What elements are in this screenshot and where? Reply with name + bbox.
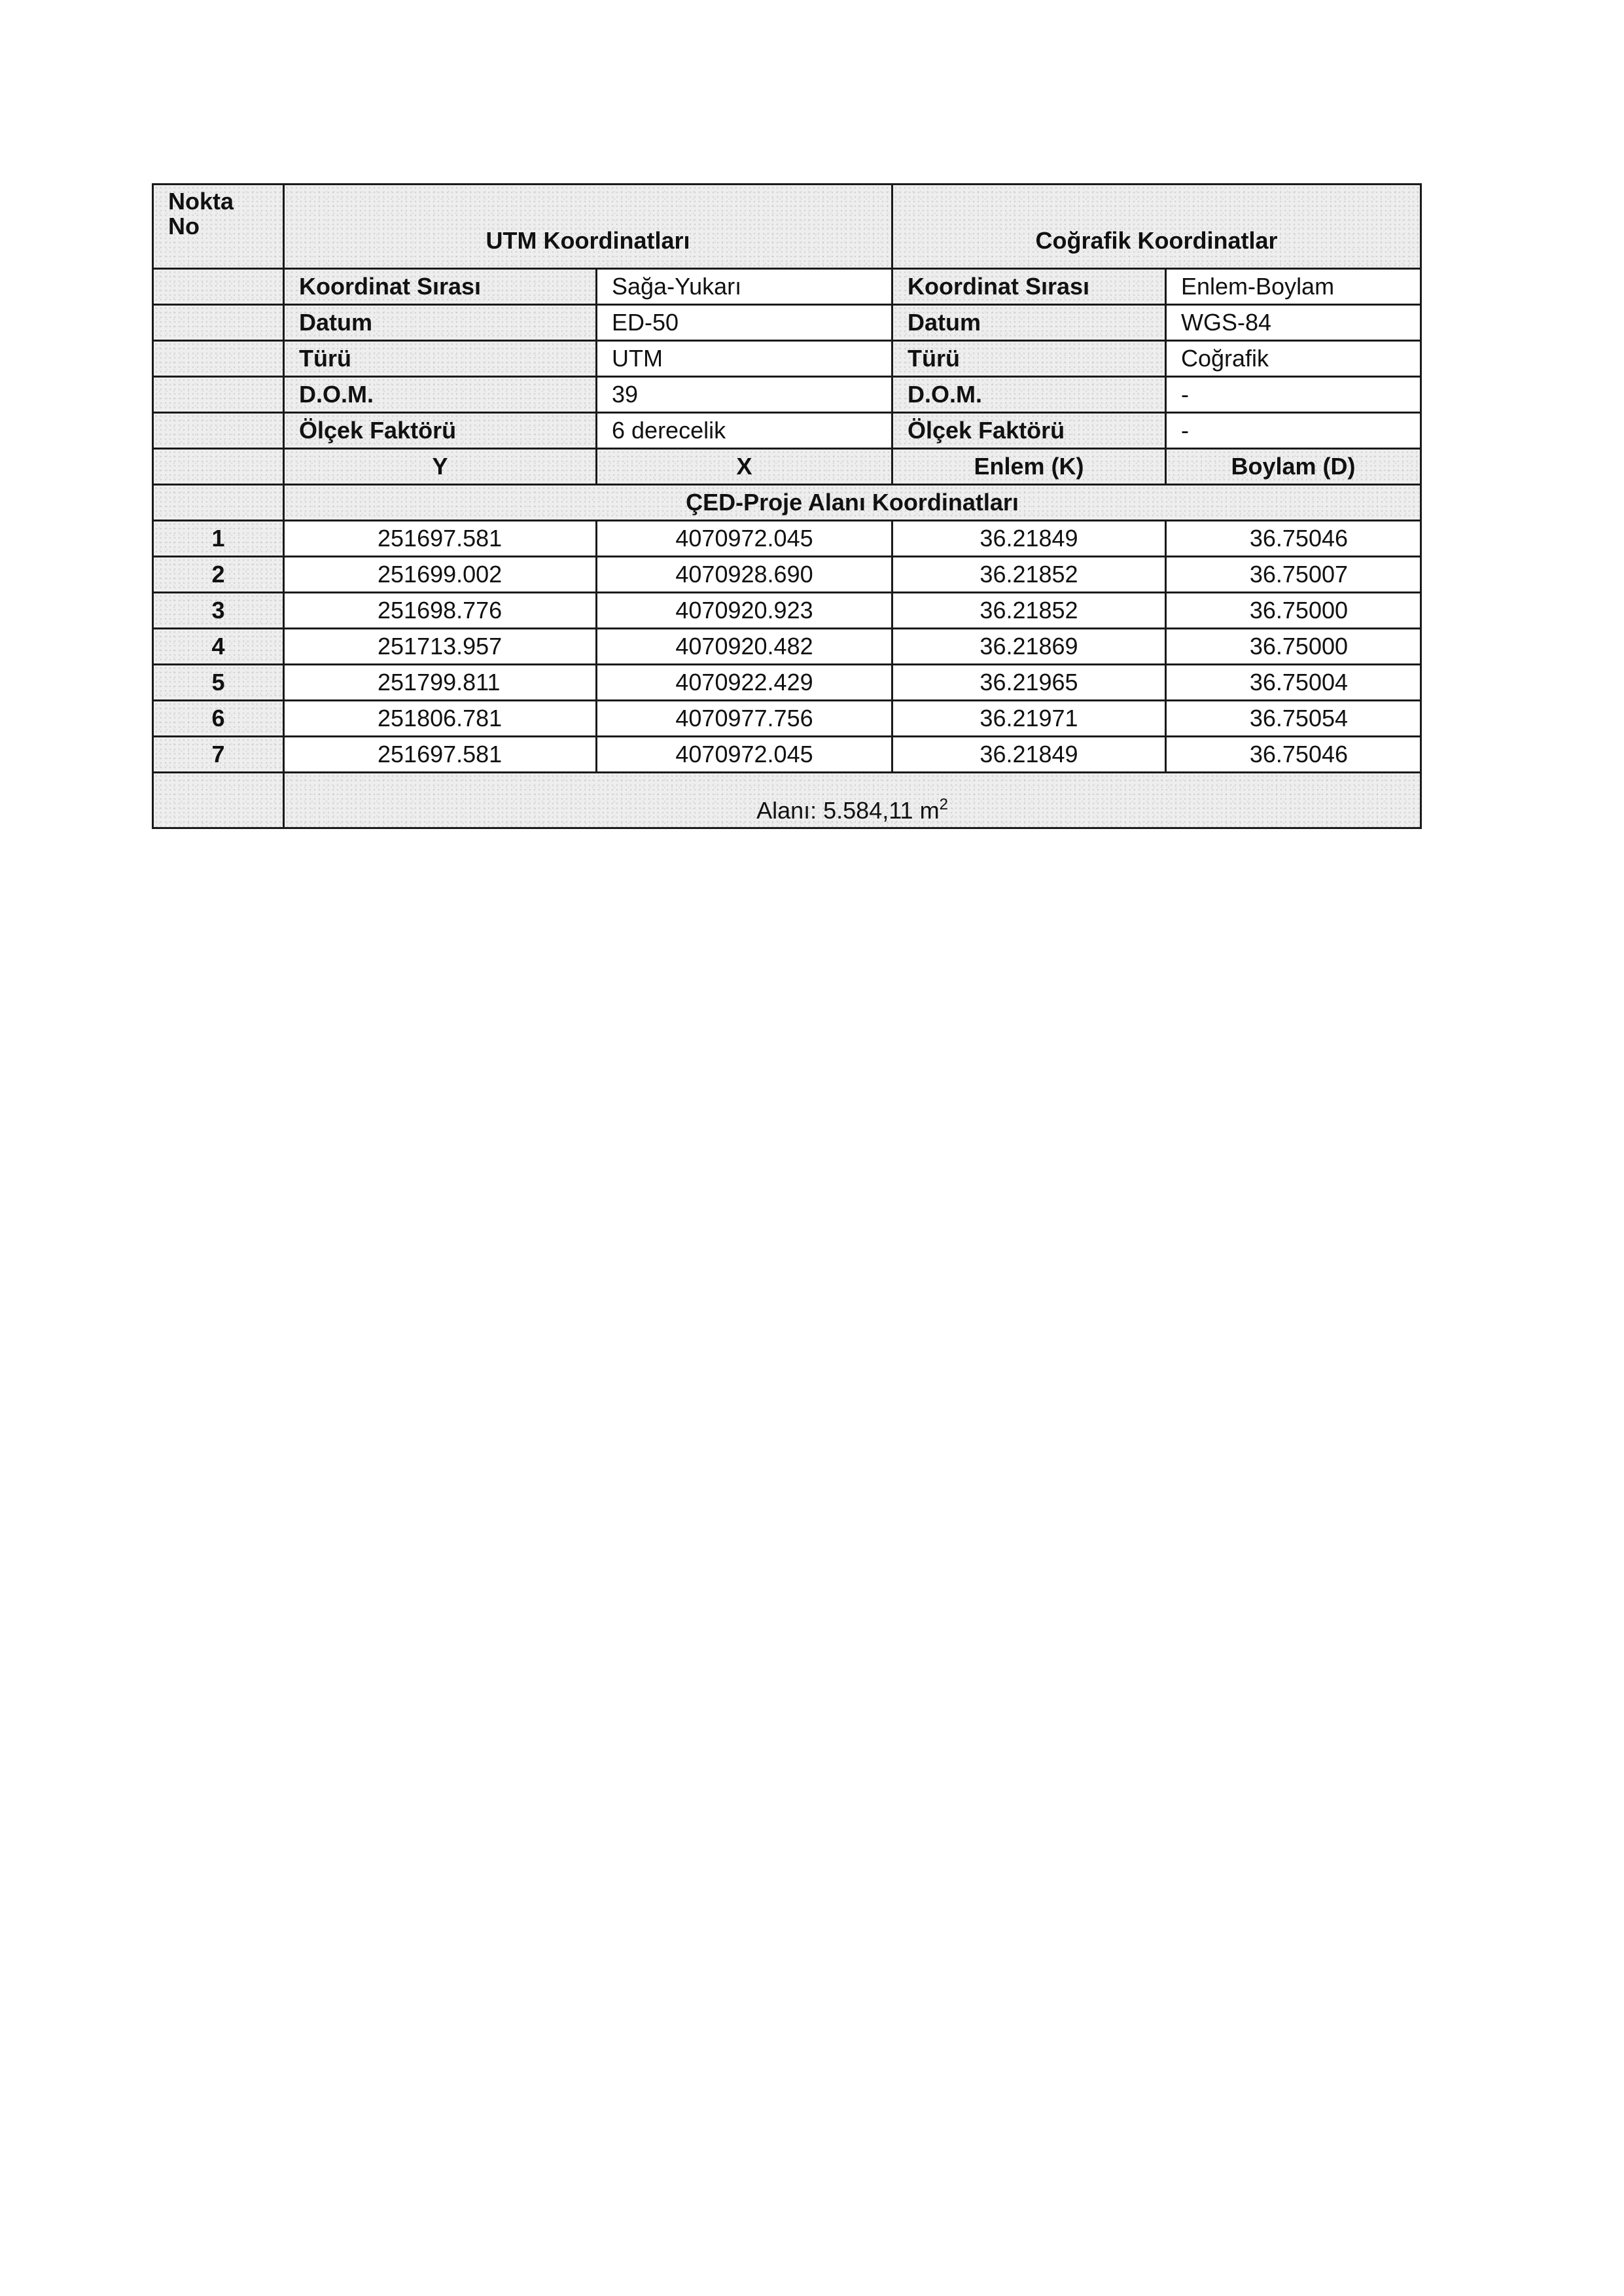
column-header-x: X [597, 449, 892, 485]
point-number: 4 [153, 629, 284, 665]
geo-parameter-value: - [1166, 377, 1421, 413]
point-number: 5 [153, 665, 284, 701]
nokta-no-header [153, 185, 284, 269]
point-number: 7 [153, 737, 284, 773]
section-title-spacer [153, 485, 284, 521]
table-row [153, 593, 1421, 629]
table-row [153, 557, 1421, 593]
utm-y-value: 251697.581 [284, 737, 597, 773]
latitude-value: 36.21852 [892, 593, 1166, 629]
section-title-row [153, 485, 1421, 521]
area-total-text: Alanı: 5.584,11 m [756, 797, 940, 824]
longitude-value: 36.75000 [1166, 593, 1421, 629]
geo-parameter-label: Türü [892, 341, 1166, 377]
area-total [284, 773, 1421, 828]
table-row [153, 665, 1421, 701]
geo-parameter-label: Koordinat Sırası [892, 269, 1166, 305]
parameter-row-spacer [153, 269, 284, 305]
utm-x-value: 4070920.923 [597, 593, 892, 629]
utm-parameter-value: 6 derecelik [597, 413, 892, 449]
utm-y-value: 251697.581 [284, 521, 597, 557]
table-header-row [153, 185, 1421, 269]
point-number: 1 [153, 521, 284, 557]
parameter-row-spacer [153, 377, 284, 413]
geo-parameter-label: Ölçek Faktörü [892, 413, 1166, 449]
point-number: 6 [153, 701, 284, 737]
utm-parameter-label: D.O.M. [284, 377, 597, 413]
longitude-value: 36.75007 [1166, 557, 1421, 593]
utm-parameter-value: UTM [597, 341, 892, 377]
nokta-label: Nokta [168, 188, 234, 215]
column-header-boylam: Boylam (D) [1166, 449, 1421, 485]
point-number: 3 [153, 593, 284, 629]
utm-y-value: 251698.776 [284, 593, 597, 629]
geo-parameter-value: - [1166, 413, 1421, 449]
column-header-y: Y [284, 449, 597, 485]
longitude-value: 36.75046 [1166, 737, 1421, 773]
table-row [153, 701, 1421, 737]
column-header-spacer [153, 449, 284, 485]
geo-parameter-value: Enlem-Boylam [1166, 269, 1421, 305]
coordinate-table [152, 183, 1422, 829]
latitude-value: 36.21965 [892, 665, 1166, 701]
utm-x-value: 4070972.045 [597, 737, 892, 773]
parameter-row [153, 377, 1421, 413]
parameter-row-spacer [153, 305, 284, 341]
utm-y-value: 251699.002 [284, 557, 597, 593]
geo-parameter-label: D.O.M. [892, 377, 1166, 413]
utm-y-value: 251713.957 [284, 629, 597, 665]
utm-parameter-value: 39 [597, 377, 892, 413]
utm-parameter-label: Koordinat Sırası [284, 269, 597, 305]
column-header-row [153, 449, 1421, 485]
utm-x-value: 4070928.690 [597, 557, 892, 593]
longitude-value: 36.75004 [1166, 665, 1421, 701]
utm-x-value: 4070922.429 [597, 665, 892, 701]
utm-y-value: 251799.811 [284, 665, 597, 701]
geographic-coordinates-header: Coğrafik Koordinatlar [892, 185, 1421, 269]
parameter-row [153, 305, 1421, 341]
longitude-value: 36.75046 [1166, 521, 1421, 557]
utm-y-value: 251806.781 [284, 701, 597, 737]
geo-parameter-value: Coğrafik [1166, 341, 1421, 377]
utm-parameter-value: ED-50 [597, 305, 892, 341]
parameter-row-spacer [153, 341, 284, 377]
area-unit-superscript: 2 [939, 796, 948, 814]
latitude-value: 36.21849 [892, 521, 1166, 557]
longitude-value: 36.75000 [1166, 629, 1421, 665]
utm-parameter-label: Türü [284, 341, 597, 377]
utm-coordinates-header: UTM Koordinatları [284, 185, 892, 269]
parameter-row [153, 341, 1421, 377]
geo-parameter-value: WGS-84 [1166, 305, 1421, 341]
latitude-value: 36.21849 [892, 737, 1166, 773]
longitude-value: 36.75054 [1166, 701, 1421, 737]
table-row [153, 737, 1421, 773]
utm-parameter-label: Ölçek Faktörü [284, 413, 597, 449]
table-row [153, 629, 1421, 665]
latitude-value: 36.21971 [892, 701, 1166, 737]
parameter-row-spacer [153, 413, 284, 449]
section-title: ÇED-Proje Alanı Koordinatları [284, 485, 1421, 521]
utm-x-value: 4070972.045 [597, 521, 892, 557]
point-number: 2 [153, 557, 284, 593]
utm-x-value: 4070920.482 [597, 629, 892, 665]
area-footer-row [153, 773, 1421, 828]
latitude-value: 36.21852 [892, 557, 1166, 593]
parameter-row [153, 269, 1421, 305]
area-footer-spacer [153, 773, 284, 828]
latitude-value: 36.21869 [892, 629, 1166, 665]
parameter-row [153, 413, 1421, 449]
utm-parameter-value: Sağa-Yukarı [597, 269, 892, 305]
no-label: No [168, 212, 200, 239]
table-row [153, 521, 1421, 557]
utm-x-value: 4070977.756 [597, 701, 892, 737]
column-header-enlem: Enlem (K) [892, 449, 1166, 485]
utm-parameter-label: Datum [284, 305, 597, 341]
geo-parameter-label: Datum [892, 305, 1166, 341]
